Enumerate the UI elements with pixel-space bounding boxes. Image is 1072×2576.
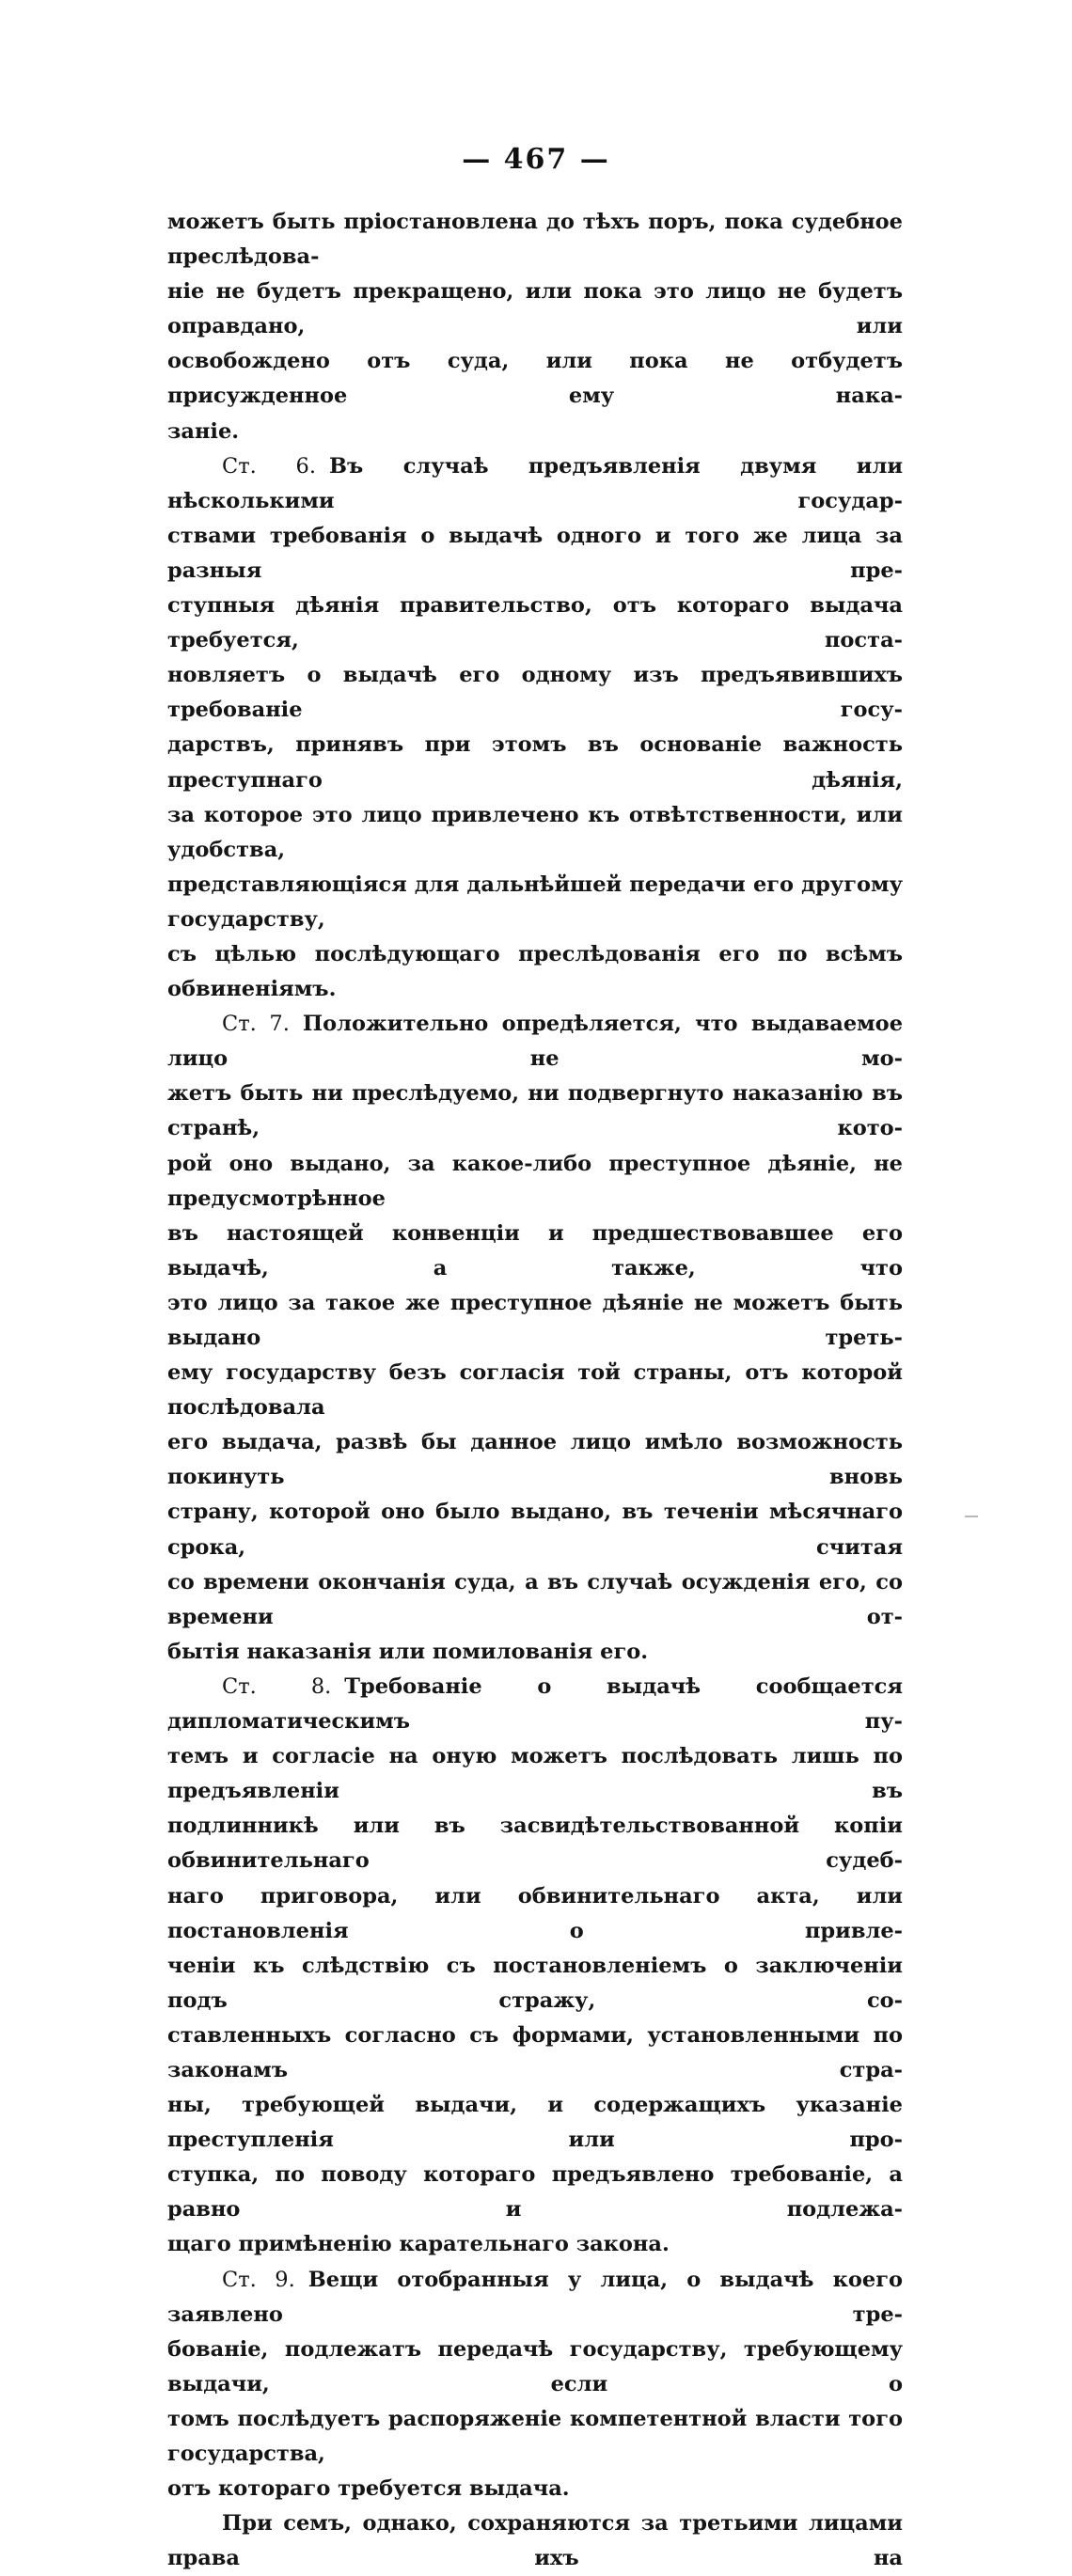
text-line: ніе не будетъ прекращено, или пока это лицо не будетъ оправдано, или [167, 279, 903, 339]
paragraph-article-7 [167, 1007, 903, 1670]
paragraph-article-8 [167, 1670, 903, 2263]
article-label: Ст. 7. [222, 1012, 290, 1037]
text-line: освобождено отъ суда, или пока не отбудетъ присужденное ему нака- [167, 349, 903, 409]
text-line: можетъ быть пріостановлена до тѣхъ поръ, пока судебное преслѣдова- [167, 210, 903, 270]
text-line-content: Требованіе о выдачѣ сообщается дипломатическимъ пу- [167, 1673, 903, 1735]
text-line: отъ котораго требуется выдача. [167, 2476, 570, 2502]
text-line: его выдача, развѣ бы данное лицо имѣло возможность покинуть вновь [167, 1430, 903, 1490]
text-line: При семъ, однако, сохраняются за третьими лицами права ихъ на [167, 2511, 903, 2571]
text-line: наго приговора, или обвинительнаго акта, или постановленія о привле- [167, 1883, 903, 1943]
text-line: ченіи къ слѣдствію съ постановленіемъ о заключеніи подъ стражу, со- [167, 1953, 903, 2013]
text-line: ступныя дѣянія правительство, отъ котораго выдача требуется, поста- [167, 593, 903, 653]
text-line: съ цѣлью послѣдующаго преслѣдованія его по всѣмъ обвиненіямъ. [167, 941, 903, 1002]
article-label: Ст. 6. [222, 453, 317, 479]
text-line [167, 449, 903, 519]
text-line: ны, требующей выдачи, и содержащихъ указаніе преступленія или про- [167, 2093, 903, 2153]
text-line: бованіе, подлежатъ передачѣ государству, требующему выдачи, если о [167, 2336, 903, 2396]
text-line: заніе. [167, 418, 240, 444]
text-line [167, 1007, 903, 1076]
text-line: это лицо за такое же преступное дѣяніе не можетъ быть выдано треть- [167, 1290, 903, 1350]
text-line: ставленныхъ согласно съ формами, установленными по законамъ стра- [167, 2022, 903, 2082]
text-line: страну, которой оно было выдано, въ теченіи мѣсячнаго срока, считая [167, 1500, 903, 1560]
text-line: рой оно выдано, за какое-либо преступное дѣяніе, не предусмотрѣнное [167, 1151, 903, 1211]
text-line: темъ и согласіе на оную можетъ послѣдовать лишь по предъявленіи въ [167, 1744, 903, 1804]
text-line: томъ послѣдуетъ распоряженіе компетентной власти того государства, [167, 2406, 903, 2466]
text-line: ему государству безъ согласія той страны, отъ которой послѣдовала [167, 1360, 903, 1421]
text-line-content: Въ случаѣ предъявленія двумя или нѣсколькими государ- [167, 453, 904, 513]
paragraph-article-6 [167, 449, 903, 1008]
page-number: — 467 — [462, 143, 610, 176]
article-label: Ст. 9. [222, 2267, 295, 2292]
text-line: ступка, по поводу котораго предъявлено требованіе, а равно и подлежа- [167, 2162, 903, 2223]
text-line: за которое это лицо привлечено къ отвѣтственности, или удобства, [167, 802, 903, 862]
scan-speck [965, 1516, 978, 1517]
text-line [167, 2263, 903, 2333]
text-line-content: Положительно опредѣляется, что выдаваемое лицо не мо- [167, 1012, 904, 1072]
text-line: ствами требованія о выдачѣ одного и того же лица за разныя пре- [167, 523, 903, 583]
paragraph-final [167, 2506, 903, 2576]
text-line: жетъ быть ни преслѣдуемо, ни подвергнуто наказанію въ странѣ, кото- [167, 1081, 903, 1141]
paragraph-article-9 [167, 2263, 903, 2507]
text-line [167, 1670, 903, 1739]
body-text [167, 205, 903, 2576]
text-line: дарствъ, принявъ при этомъ въ основаніе важность преступнаго дѣянія, [167, 732, 903, 793]
text-line: подлинникѣ или въ засвидѣтельствованной копіи обвинительнаго судеб- [167, 1814, 903, 1874]
text-line: представляющіяся для дальнѣйшей передачи его другому государству, [167, 872, 903, 932]
text-line: щаго примѣненію карательнаго закона. [167, 2232, 670, 2257]
text-line: бытія наказанія или помилованія его. [167, 1639, 649, 1664]
text-line: въ настоящей конвенціи и предшествовавшее его выдачѣ, а также, что [167, 1220, 903, 1280]
text-line-content: Вещи отобранныя у лица, о выдачѣ коего заявлено тре- [167, 2267, 904, 2327]
article-label: Ст. 8. [222, 1673, 332, 1699]
paragraph-continuation [167, 205, 903, 449]
text-line: со времени окончанія суда, а въ случаѣ осужденія его, со времени от- [167, 1569, 903, 1629]
text-line: новляетъ о выдачѣ его одному изъ предъявившихъ требованіе госу- [167, 663, 903, 723]
